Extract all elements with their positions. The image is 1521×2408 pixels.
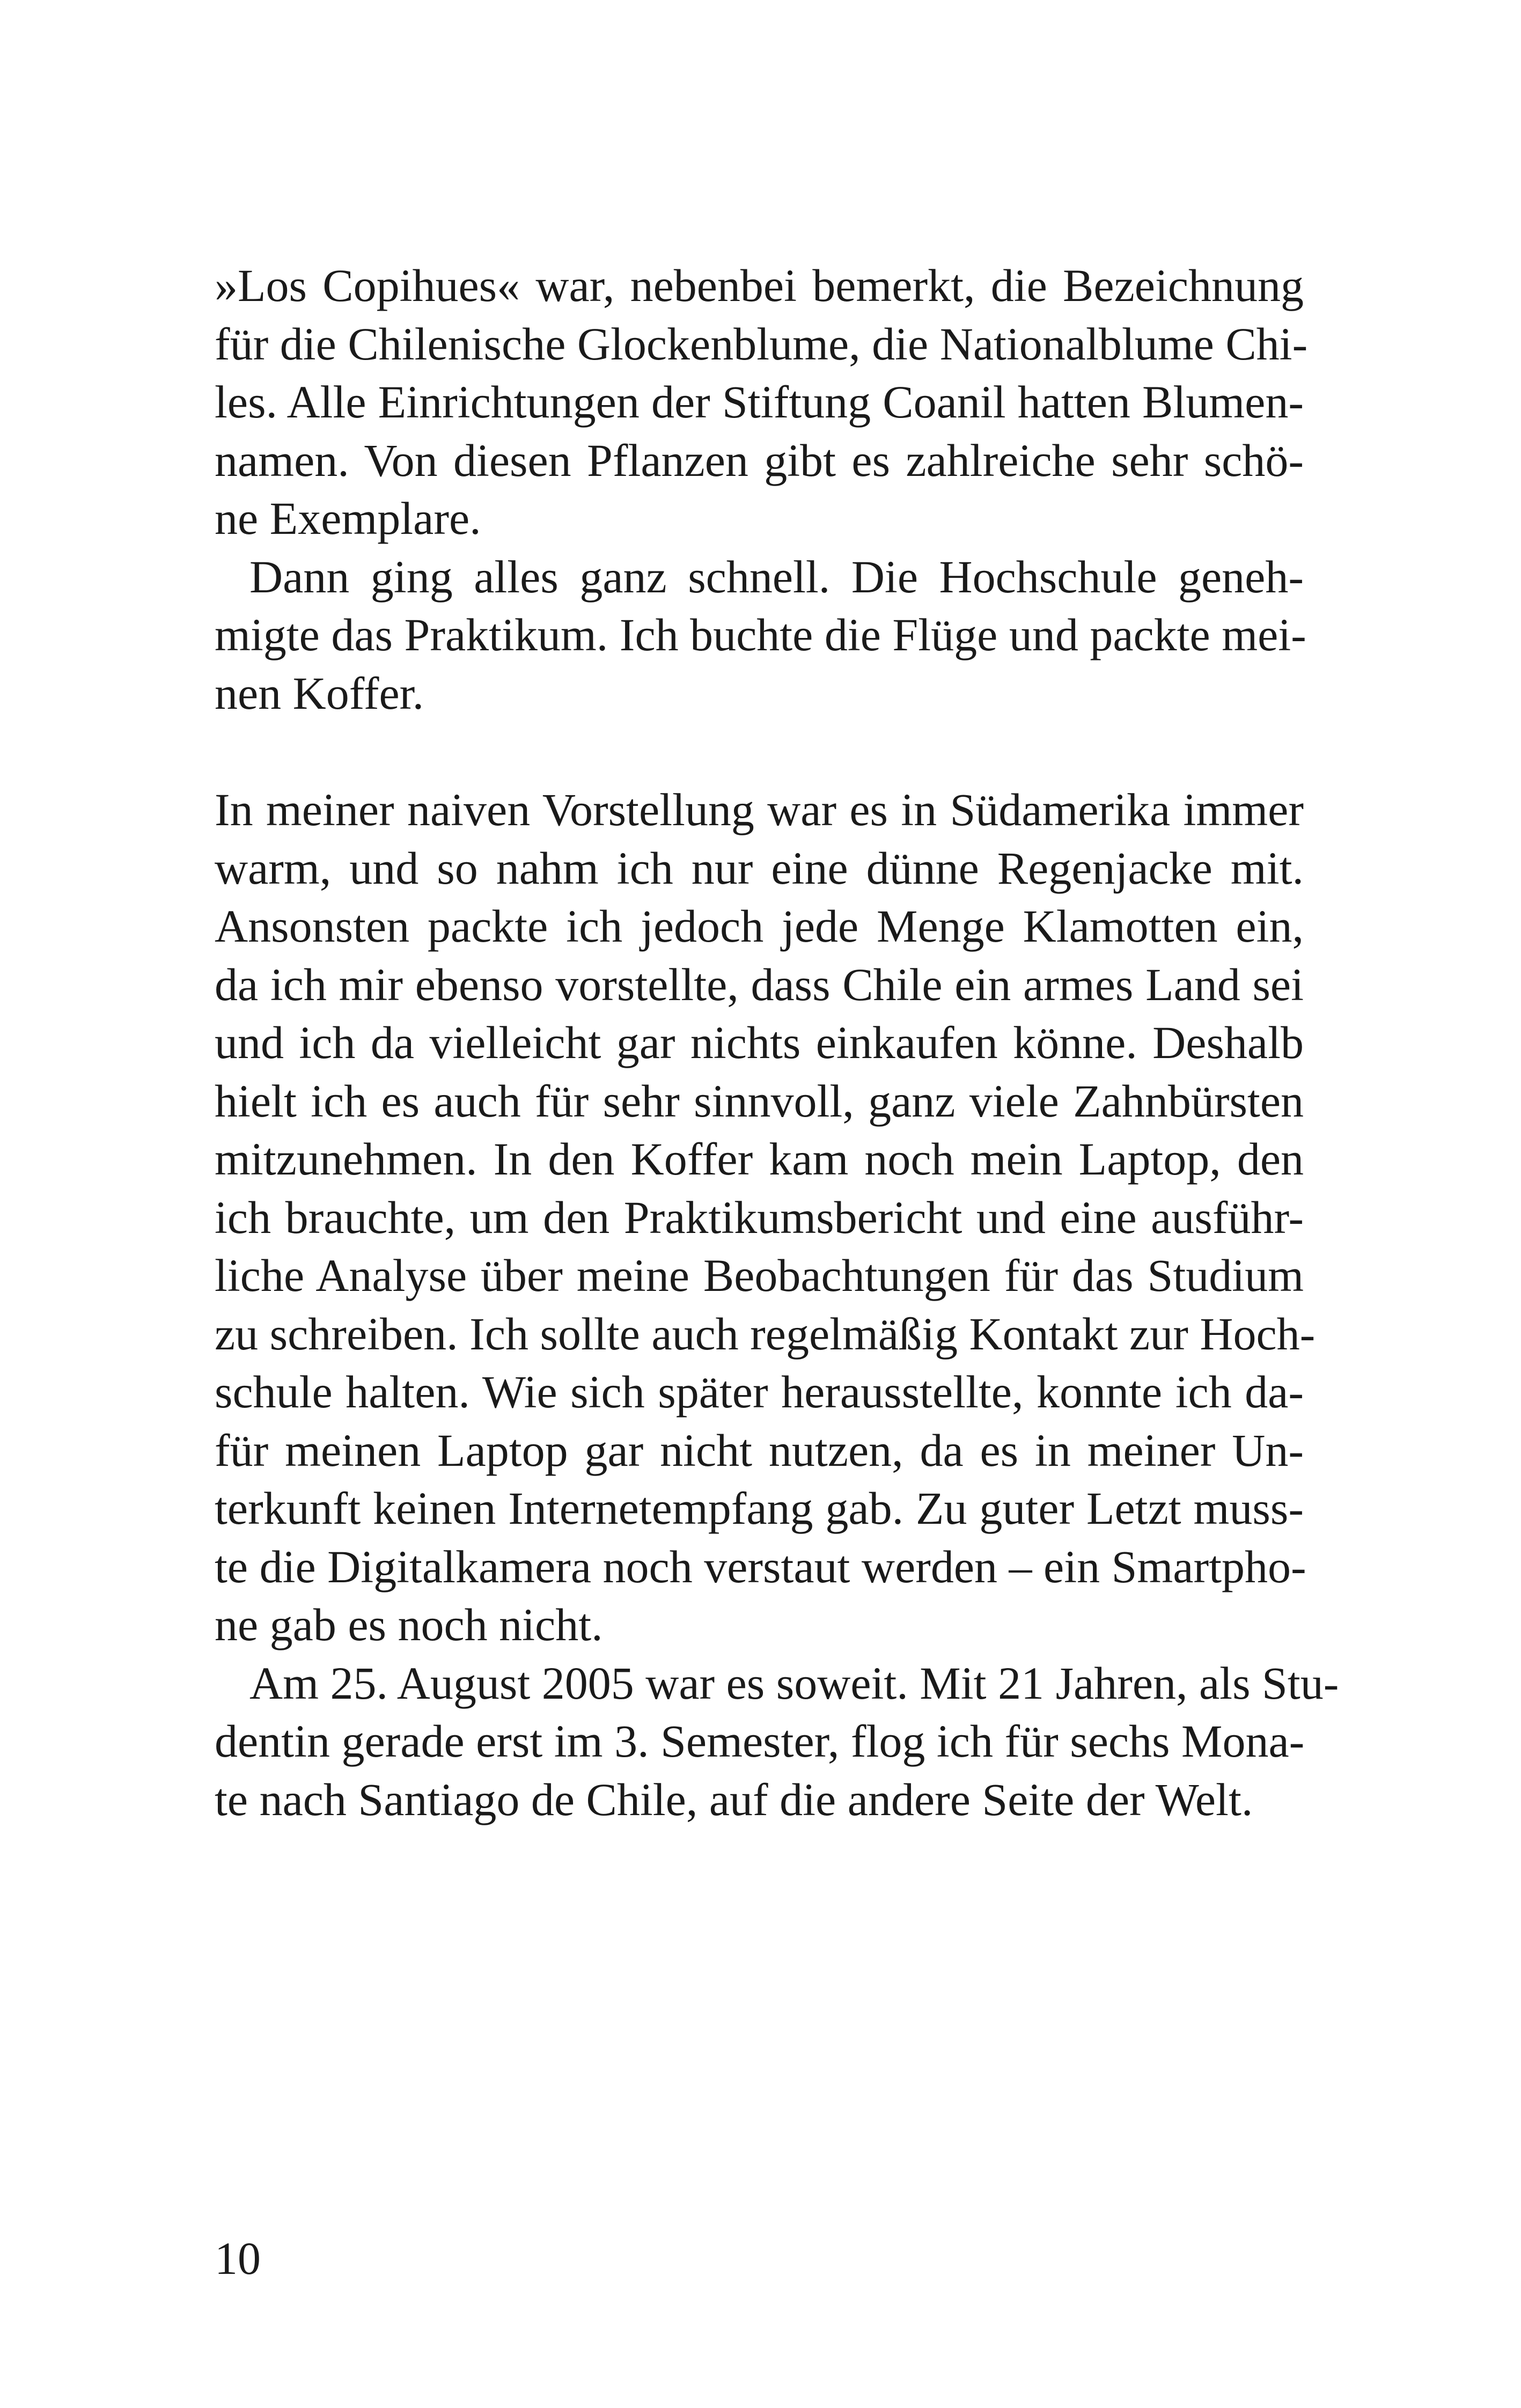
text-line: migte das Praktikum. Ich buchte die Flüge und packte mei- [215, 609, 1306, 660]
text-line: les. Alle Einrichtungen der Stiftung Coanil hatten Blumen- [215, 376, 1304, 428]
text-line: ich brauchte, um den Praktikumsbericht und eine ausführ- [215, 1191, 1304, 1243]
text-line: für meinen Laptop gar nicht nutzen, da es in meiner Un- [215, 1424, 1304, 1476]
page-number: 10 [215, 2233, 261, 2284]
text-line: ne Exemplare. [215, 493, 481, 544]
text-line: für die Chilenische Glockenblume, die Nationalblume Chi- [215, 318, 1308, 370]
paragraph-copihues [215, 256, 1308, 548]
text-line: warm, und so nahm ich nur eine dünne Regenjacke mit. [215, 842, 1304, 894]
text-line: nen Koffer. [215, 667, 424, 719]
text-line: te die Digitalkamera noch verstaut werden – ein Smartpho- [215, 1540, 1306, 1592]
text-line: Dann ging alles ganz schnell. Die Hochschule geneh- [249, 550, 1304, 603]
text-line: »Los Copihues« war, nebenbei bemerkt, die Bezeichnung [215, 260, 1304, 311]
text-line: ne gab es noch nicht. [215, 1599, 603, 1650]
text-section-1 [215, 256, 1308, 722]
text-line: da ich mir ebenso vorstellte, dass Chile ein armes Land sei [215, 958, 1304, 1010]
text-line: schule halten. Wie sich später herausstellte, konnte ich da- [215, 1366, 1304, 1418]
text-line: hielt ich es auch für sehr sinnvoll, ganz viele Zahnbürsten [215, 1075, 1304, 1127]
text-line: liche Analyse über meine Beobachtungen für das Studium [215, 1250, 1304, 1301]
text-line: zu schreiben. Ich sollte auch regelmäßig Kontakt zur Hoch- [215, 1308, 1316, 1360]
paragraph-packing [215, 781, 1316, 1654]
text-line: namen. Von diesen Pflanzen gibt es zahlreiche sehr schö- [215, 434, 1304, 486]
text-line: und ich da vielleicht gar nichts einkaufen könne. Deshalb [215, 1017, 1304, 1068]
text-line: Am 25. August 2005 war es soweit. Mit 21 Jahren, als Stu- [249, 1657, 1339, 1709]
text-line: Ansonsten packte ich jedoch jede Menge Klamotten ein, [215, 900, 1304, 952]
text-line: dentin gerade erst im 3. Semester, flog ich für sechs Mona- [215, 1715, 1305, 1767]
text-line: te nach Santiago de Chile, auf die andere Seite der Welt. [215, 1773, 1253, 1825]
paragraph-departure [215, 1654, 1339, 1829]
paragraph-praktikum [215, 548, 1304, 723]
text-line: terkunft keinen Internetempfang gab. Zu guter Letzt muss- [215, 1482, 1304, 1534]
text-line: In meiner naiven Vorstellung war es in Südamerika immer [215, 784, 1304, 835]
text-line: mitzunehmen. In den Koffer kam noch mein Laptop, den [215, 1133, 1304, 1185]
text-section-2 [215, 781, 1339, 1829]
